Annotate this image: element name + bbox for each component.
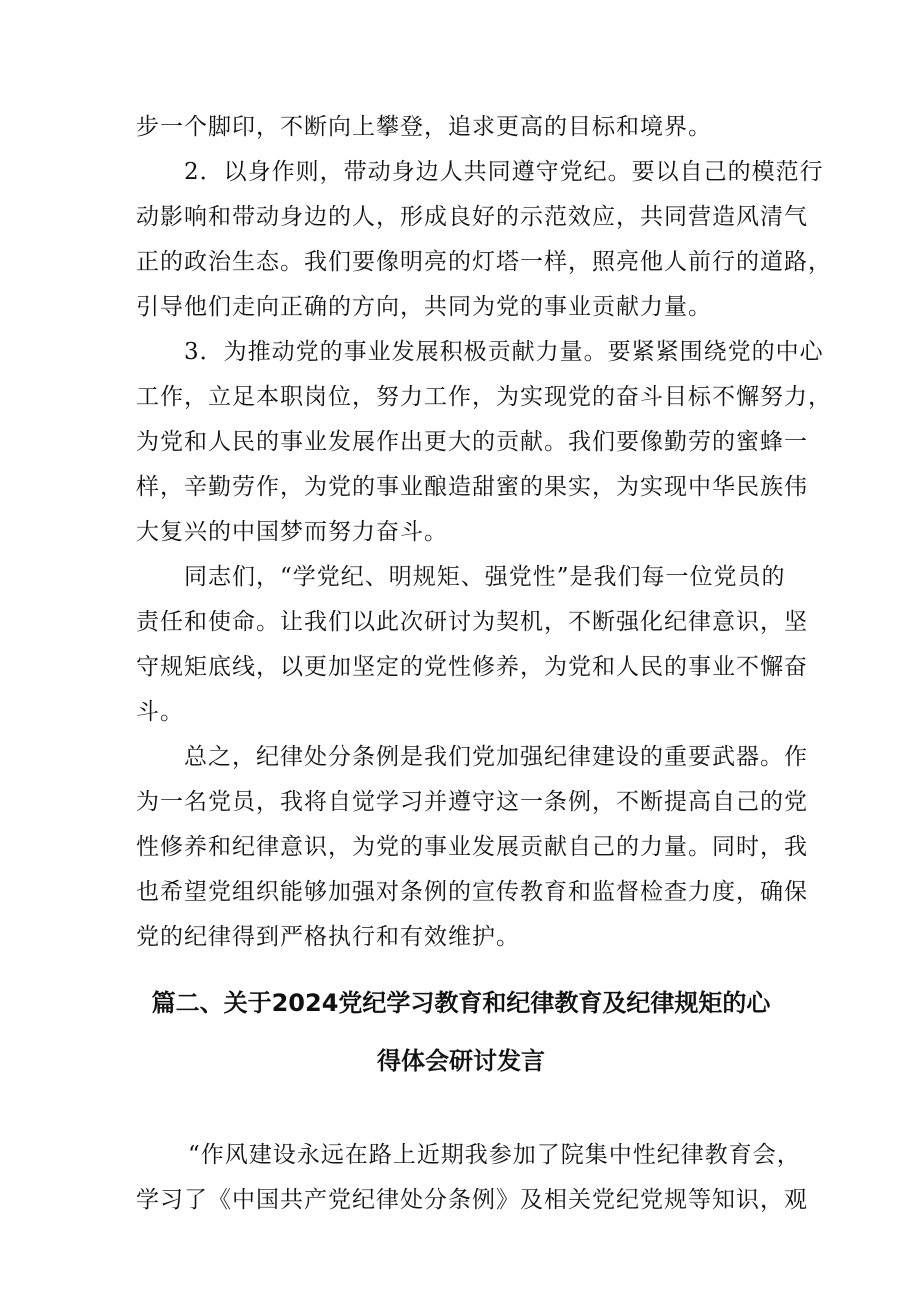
paragraph-line: 样，辛勤劳作，为党的事业酿造甜蜜的果实，为实现中华民族伟 — [136, 474, 808, 500]
paragraph-line: 守规矩底线，以更加坚定的党性修养，为党和人民的事业不懈奋 — [136, 654, 808, 680]
paragraph-line: 正的政治生态。我们要像明亮的灯塔一样，照亮他人前行的道路， — [136, 249, 832, 275]
section-title-line-1: 篇二、关于2024党纪学习教育和纪律教育及纪律规矩的心 — [151, 989, 771, 1017]
paragraph-line: 也希望党组织能够加强对条例的宣传教育和监督检查力度，确保 — [136, 879, 808, 905]
paragraph-line: 动影响和带动身边的人，形成良好的示范效应，共同营造风清气 — [136, 204, 808, 230]
paragraph-line: 引导他们走向正确的方向，共同为党的事业贡献力量。 — [136, 294, 712, 320]
paragraph-line: “作风建设永远在路上近期我参加了院集中性纪律教育会， — [188, 1142, 801, 1168]
paragraph-line: 步一个脚印，不断向上攀登，追求更高的目标和境界。 — [136, 114, 712, 140]
paragraph-line: 性修养和纪律意识，为党的事业发展贡献自己的力量。同时，我 — [136, 834, 808, 860]
paragraph-line: 为一名党员，我将自觉学习并遵守这一条例，不断提高自己的党 — [136, 789, 808, 815]
paragraph-line: 学习了《中国共产党纪律处分条例》及相关党纪党规等知识，观 — [136, 1187, 808, 1213]
paragraph-line: 同志们，“学党纪、明规矩、强党性”是我们每一位党员的 — [184, 564, 786, 590]
paragraph-line: 责任和使命。让我们以此次研讨为契机，不断强化纪律意识，坚 — [136, 609, 808, 635]
paragraph-line: 3．为推动党的事业发展积极贡献力量。要紧紧围绕党的中心 — [184, 339, 824, 365]
paragraph-line: 为党和人民的事业发展作出更大的贡献。我们要像勤劳的蜜蜂一 — [136, 429, 808, 455]
paragraph-line: 工作，立足本职岗位，努力工作，为实现党的奋斗目标不懈努力， — [136, 384, 832, 410]
paragraph-line: 斗。 — [136, 699, 184, 725]
paragraph-line: 2．以身作则，带动身边人共同遵守党纪。要以自己的模范行 — [184, 159, 824, 185]
section-title-line-2: 得体会研讨发言 — [377, 1047, 545, 1075]
paragraph-line: 总之，纪律处分条例是我们党加强纪律建设的重要武器。作 — [184, 744, 808, 770]
paragraph-line: 党的纪律得到严格执行和有效维护。 — [136, 924, 520, 950]
paragraph-line: 大复兴的中国梦而努力奋斗。 — [136, 519, 448, 545]
